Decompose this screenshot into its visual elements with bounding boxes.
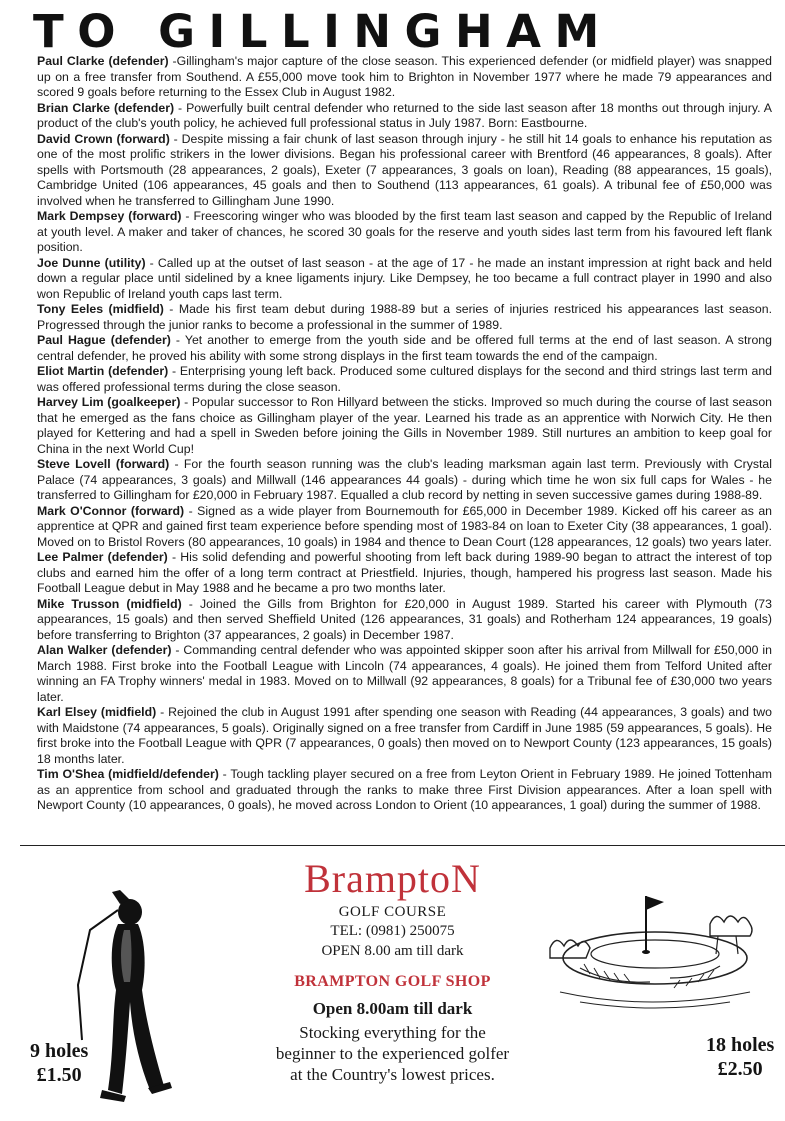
telephone: TEL: (0981) 250075	[330, 923, 455, 939]
course-hours: OPEN 8.00 am till dark	[321, 943, 464, 959]
player-name: Lee Palmer (defender)	[37, 550, 168, 564]
player-entry	[37, 101, 772, 132]
player-entry	[37, 767, 772, 814]
player-entry	[37, 395, 772, 457]
shop-description-line: beginner to the experienced golfer	[275, 1044, 510, 1063]
player-name: Paul Clarke (defender)	[37, 54, 169, 68]
player-entry	[37, 333, 772, 364]
player-name: Mark Dempsey (forward)	[37, 209, 182, 223]
player-name: Joe Dunne (utility)	[37, 255, 146, 270]
player-name: Mark O'Connor (forward)	[37, 503, 185, 518]
player-entry	[37, 54, 772, 101]
brampton-logo: BramptoN	[304, 856, 481, 901]
player-bio: - Signed as a wide player from Bournemouth for £65,000 in December 1989. Kicked off his career as an apprentice at QPR and gained first team experience before spending most of 1983-84 on loan to Exeter City (38 appearances, 1 goal). Moved on to Bristol Rovers (80 appearances, 10 goals) in 1984 and thence to Dean Court (128 appearances, 12 goals) two years later.	[37, 503, 772, 549]
course-label: GOLF COURSE	[338, 904, 447, 920]
shop-description-line: at the Country's lowest prices.	[290, 1065, 495, 1084]
player-bio: - Powerfully built central defender who returned to the side last season after 18 months out through injury. A product of the club's youth policy, he achieved full professional status in July 1987. Born: Eastbourne.	[37, 100, 772, 130]
player-bio: - Popular successor to Ron Hillyard between the sticks. Improved so much during the course of last season that he emerged as the fans choice as Gillingham player of the year. Learned his trade as an apprentice with Norwich City. He then played for Kettering and had a spell in Sweden before joining the Gills in November 1989. Still nurtures an ambition to keep goal for China in the next World Cup!	[37, 395, 773, 456]
player-entry	[37, 302, 772, 333]
player-bio: - Despite missing a fair chunk of last season through injury - he still hit 14 goals to enhance his reputation as one of the most prolific strikers in the lower divisions. Began his professional career with Brentford (46 appearances, 8 goals). After spells with Portsmouth (28 appearances, 2 goals), Exeter (7 appearances, 3 goals on loan), Reading (88 appearances, 15 goals), Cambridge United (106 appearances, 45 goals and then to Southend (113 appearances, 61 goals). A tribunal fee of £50,000 was involved when he transferred to Gillingham June 1990.	[37, 131, 772, 208]
player-name: Alan Walker (defender)	[37, 643, 172, 657]
player-name: Karl Elsey (midfield)	[37, 705, 157, 719]
player-name: Brian Clarke (defender)	[37, 100, 175, 115]
player-name: David Crown (forward)	[37, 131, 170, 146]
page-heading: TO GILLINGHAM	[33, 5, 613, 58]
player-bio: - Enterprising young left back. Produced some cultured displays for the second and third strings last term and was offered professional terms during the close season.	[37, 364, 772, 394]
price-amount: £1.50	[36, 1064, 82, 1086]
player-name: Eliot Martin (defender)	[37, 364, 169, 378]
player-bio: - Rejoined the club in August 1991 after spending one season with Reading (44 appearances, 3 goals) and two with Maidstone (74 appearances, 5 goals). Originally signed on a free transfer from Cardiff in June 1985 (59 appearances, 5 goals). He first broke into the Football League with QPR (7 appearances, 0 goals) then moved on to Newport County (123 appearances, 15 goals) 18 months later.	[37, 705, 772, 766]
player-name: Paul Hague (defender)	[37, 333, 171, 347]
player-name: Mike Trusson (midfield)	[37, 596, 182, 611]
golfer-silhouette-icon	[72, 890, 182, 1110]
player-name: Harvey Lim (goalkeeper)	[37, 395, 181, 409]
player-bio: - Called up at the outset of last season - at the age of 17 - he made an instant impression at right back and held down a regular place until sidelined by a knee ligaments injury. Like Dempsey, he too became a full contract player in 1990 and also won Republic of Ireland youth caps last term.	[37, 255, 772, 301]
shop-hours: Open 8.00am till dark	[312, 999, 473, 1018]
player-entry	[37, 643, 772, 705]
price-holes: 18 holes	[706, 1034, 775, 1056]
price-amount: £2.50	[717, 1058, 763, 1080]
player-bio: -Gillingham's major capture of the close season. This experienced defender (or midfield player) was snapped up on a free transfer from Southend. A £55,000 move took him to Brighton in November 1977 where he made 79 appearances and scored 9 goals before returning to the Essex Club in August 1982.	[37, 54, 772, 99]
player-entry	[37, 504, 772, 551]
player-bio: - Joined the Gills from Brighton for £20,000 in August 1989. Started his career with Plymouth (73 appearances, 15 goals) and then served Sheffield United (126 appearances, 31 goals) and Rotherham 124 appearances, 19 goals) before transferring to Brighton (37 appearances, 2 goals) in December 1987.	[37, 596, 772, 642]
price-18-holes	[706, 1033, 774, 1081]
shop-description-line: Stocking everything for the	[299, 1023, 486, 1042]
player-bio: - His solid defending and powerful shooting from left back during 1989-90 began to attract the interest of top clubs and earned him the offer of a long term contract at Priestfield. Injuries, though, hampered his progress last season. Made his Football League debut in May 1988 and he became a pro two months later.	[37, 550, 772, 595]
player-bio: - Commanding central defender who was appointed skipper soon after his arrival from Millwall for £50,000 in March 1988. First broke into the Football League with Lincoln (74 appearances, 4 goals). He joined them from Telford United after winning an FA Trophy winners' medal in 1983. Moved on to Millwall (92 appearances, 8 goals) for a Tribunal fee of £30,000 two years later.	[37, 643, 772, 704]
shop-title: BRAMPTON GOLF SHOP	[294, 973, 491, 990]
player-bio: - Freescoring winger who was blooded by the first team last season and capped by the Republic of Ireland at youth level. A maker and taker of chances, he scored 30 goals for the reserve and youth sides last term from his favoured left flank position.	[37, 209, 772, 254]
player-bio: - Tough tackling player secured on a free from Leyton Orient in February 1989. He joined Tottenham as an apprentice from school and graduated through the ranks to make three First Division appearances. After a loan spell with Newport County (10 appearances, 0 goals), he moved across London to Orient (10 appearances, 1 goal) during the summer of 1988.	[37, 767, 773, 812]
player-entry	[37, 597, 772, 644]
player-entry	[37, 132, 772, 210]
player-entry	[37, 209, 772, 256]
player-entry	[37, 457, 772, 504]
player-entry	[37, 364, 772, 395]
golf-green-flag-icon	[540, 888, 770, 1018]
player-name: Tim O'Shea (midfield/defender)	[37, 767, 219, 781]
player-name: Tony Eeles (midfield)	[37, 302, 164, 316]
player-entry	[37, 705, 772, 767]
player-entry	[37, 256, 772, 303]
player-bio: - Made his first team debut during 1988-89 but a series of injuries restriced his appearances last season. Progressed through the junior ranks to become a professional in the summer of 1989.	[37, 302, 772, 332]
price-holes: 9 holes	[30, 1040, 89, 1062]
player-entry	[37, 550, 772, 597]
player-bio: - For the fourth season running was the club's leading marksman again last term. Previously with Crystal Palace (74 appearances, 3 goals) and Millwall (146 appearances 44 goals) - during which time he won six full caps for Wales - he transferred to Gillingham for £20,000 in February 1987. Equalled a club record by netting in seven successive games during 1988-89.	[37, 457, 772, 502]
player-profiles	[37, 54, 772, 814]
brampton-advert	[0, 846, 785, 1121]
player-bio: - Yet another to emerge from the youth side and be offered full terms at the end of last season. A strong central defender, he proved his ability with some strong displays in the first team towards the end of the campaign.	[37, 333, 772, 363]
player-name: Steve Lovell (forward)	[37, 457, 170, 471]
